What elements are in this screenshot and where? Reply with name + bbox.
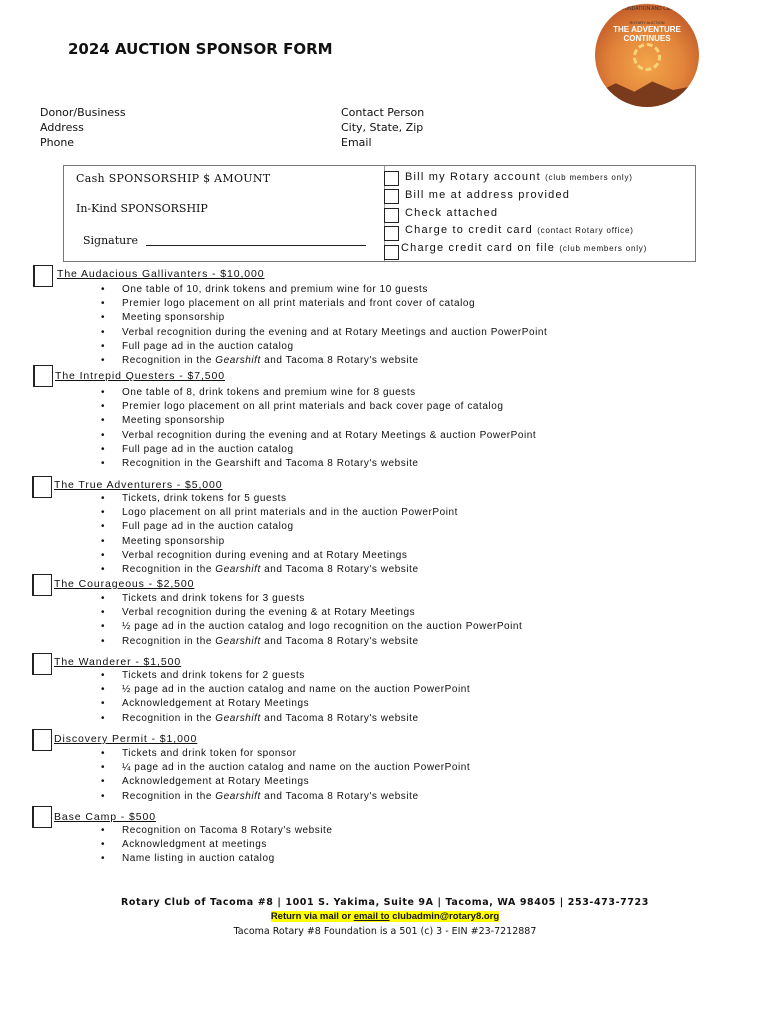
tier-benefits-list	[100, 283, 547, 368]
list-item: • Name listing in auction catalog	[100, 852, 333, 866]
city-state-zip-label[interactable]: City, State, Zip	[341, 121, 424, 134]
contact-fields	[341, 105, 424, 150]
list-item: • Acknowledgment at meetings	[100, 838, 333, 852]
list-item: • Tickets, drink tokens for 5 guests	[100, 492, 458, 506]
list-item: • ½ page ad in the auction catalog and logo recognition on the auction PowerPoint	[100, 620, 522, 634]
auction-logo	[595, 3, 699, 107]
list-item: • Logo placement on all print materials and in the auction PowerPoint	[100, 506, 458, 520]
rotary-wheel-icon	[633, 43, 661, 71]
tier-heading: The True Adventurers - $5,000	[54, 479, 223, 491]
list-item: • Premier logo placement on all print materials and back cover page of catalog	[100, 400, 536, 414]
signature-label: Signature	[83, 234, 139, 247]
logo-ring-text: ROTARY FOUNDATION AND CELEBRATION	[595, 6, 699, 12]
tier-benefits-list	[100, 592, 522, 649]
tier-checkbox[interactable]	[32, 729, 52, 751]
cash-sponsorship-label[interactable]: Cash SPONSORSHIP $ AMOUNT	[76, 172, 271, 185]
list-item: • Acknowledgement at Rotary Meetings	[100, 697, 470, 711]
payment-option-check: Check attached	[405, 207, 499, 219]
list-item: • Recognition on Tacoma 8 Rotary's website	[100, 824, 333, 838]
phone-label[interactable]: Phone	[40, 136, 75, 149]
list-item: • Recognition in the Gearshift and Tacoma 8 Rotary's website	[100, 635, 522, 649]
payment-checkbox[interactable]	[384, 171, 399, 186]
mountain-silhouette	[595, 73, 699, 107]
tier-heading: Base Camp - $500	[54, 811, 156, 823]
payment-option-card-on-file: Charge credit card on file (club members only)	[401, 242, 648, 254]
list-item: • ½ page ad in the auction catalog and name on the auction PowerPoint	[100, 683, 470, 697]
tier-checkbox[interactable]	[33, 265, 53, 287]
list-item: • Full page ad in the auction catalog	[100, 520, 458, 534]
return-prefix: Return via mail or	[270, 911, 354, 922]
tier-heading: The Audacious Gallivanters - $10,000	[57, 268, 265, 280]
list-item: • Full page ad in the auction catalog	[100, 340, 547, 354]
list-item: • Full page ad in the auction catalog	[100, 443, 536, 457]
address-label[interactable]: Address	[40, 121, 84, 134]
tier-benefits-list	[100, 386, 536, 471]
inkind-sponsorship-label[interactable]: In-Kind SPONSORSHIP	[76, 202, 208, 215]
return-email[interactable]: clubadmin@rotary8.org	[389, 911, 500, 922]
payment-option-bill-address: Bill me at address provided	[405, 189, 571, 201]
list-item: • Verbal recognition during the evening and at Rotary Meetings and auction PowerPoint	[100, 326, 547, 340]
club-address-line: Rotary Club of Tacoma #8 | 1001 S. Yakima, Suite 9A | Tacoma, WA 98405 | 253-473-7723	[121, 897, 649, 908]
payment-checkbox[interactable]	[384, 226, 399, 241]
return-instructions	[0, 911, 770, 922]
tier-benefits-list	[100, 492, 458, 577]
tier-checkbox[interactable]	[32, 653, 52, 675]
list-item: • Recognition in the Gearshift and Tacoma 8 Rotary's website	[100, 457, 536, 471]
ein-line: Tacoma Rotary #8 Foundation is a 501 (c) 3 - EIN #23-7212887	[233, 926, 537, 937]
payment-checkbox[interactable]	[384, 189, 399, 204]
donor-business-label[interactable]: Donor/Business	[40, 106, 126, 119]
tier-heading: The Courageous - $2,500	[54, 578, 195, 590]
list-item: • Meeting sponsorship	[100, 311, 547, 325]
tier-checkbox[interactable]	[33, 365, 53, 387]
list-item: • Acknowledgement at Rotary Meetings	[100, 775, 470, 789]
tier-checkbox[interactable]	[32, 574, 52, 596]
email-link[interactable]: email to	[353, 911, 390, 922]
list-item: • Recognition in the Gearshift and Tacoma 8 Rotary's website	[100, 790, 470, 804]
list-item: • Recognition in the Gearshift and Tacoma 8 Rotary's website	[100, 712, 470, 726]
payment-checkbox[interactable]	[384, 208, 399, 223]
list-item: • Verbal recognition during the evening & at Rotary Meetings	[100, 606, 522, 620]
list-item: • Meeting sponsorship	[100, 535, 458, 549]
tier-heading: The Intrepid Questers - $7,500	[55, 370, 225, 382]
tier-benefits-list	[100, 824, 333, 867]
donor-fields	[40, 105, 126, 150]
tier-heading: Discovery Permit - $1,000	[54, 733, 198, 745]
tier-checkbox[interactable]	[32, 806, 52, 828]
list-item: • Tickets and drink tokens for 3 guests	[100, 592, 522, 606]
list-item: • Verbal recognition during the evening and at Rotary Meetings & auction PowerPoint	[100, 429, 536, 443]
form-title: 2024 AUCTION SPONSOR FORM	[68, 40, 333, 58]
list-item: • Verbal recognition during evening and at Rotary Meetings	[100, 549, 458, 563]
contact-person-label[interactable]: Contact Person	[341, 106, 425, 119]
email-label[interactable]: Email	[341, 136, 372, 149]
logo-mid-text: ROTARY AUCTION	[629, 20, 665, 25]
payment-option-bill-rotary: Bill my Rotary account (club members only)	[405, 171, 633, 183]
list-item: • Recognition in the Gearshift and Tacoma 8 Rotary's website	[100, 563, 458, 577]
tier-heading: The Wanderer - $1,500	[54, 656, 182, 668]
tier-benefits-list	[100, 669, 470, 726]
list-item: • Tickets and drink token for sponsor	[100, 747, 470, 761]
list-item: • One table of 8, drink tokens and premium wine for 8 guests	[100, 386, 536, 400]
list-item: • Meeting sponsorship	[100, 414, 536, 428]
list-item: • ¼ page ad in the auction catalog and name on the auction PowerPoint	[100, 761, 470, 775]
list-item: • Premier logo placement on all print materials and front cover of catalog	[100, 297, 547, 311]
payment-option-credit-card: Charge to credit card (contact Rotary office)	[405, 224, 634, 236]
payment-checkbox[interactable]	[384, 245, 399, 260]
list-item: • Tickets and drink tokens for 2 guests	[100, 669, 470, 683]
list-item: • One table of 10, drink tokens and premium wine for 10 guests	[100, 283, 547, 297]
tier-checkbox[interactable]	[32, 476, 52, 498]
signature-line[interactable]	[146, 245, 366, 246]
list-item: • Recognition in the Gearshift and Tacoma 8 Rotary's website	[100, 354, 547, 368]
tier-benefits-list	[100, 747, 470, 804]
logo-title: THE ADVENTURE CONTINUES	[613, 25, 681, 43]
